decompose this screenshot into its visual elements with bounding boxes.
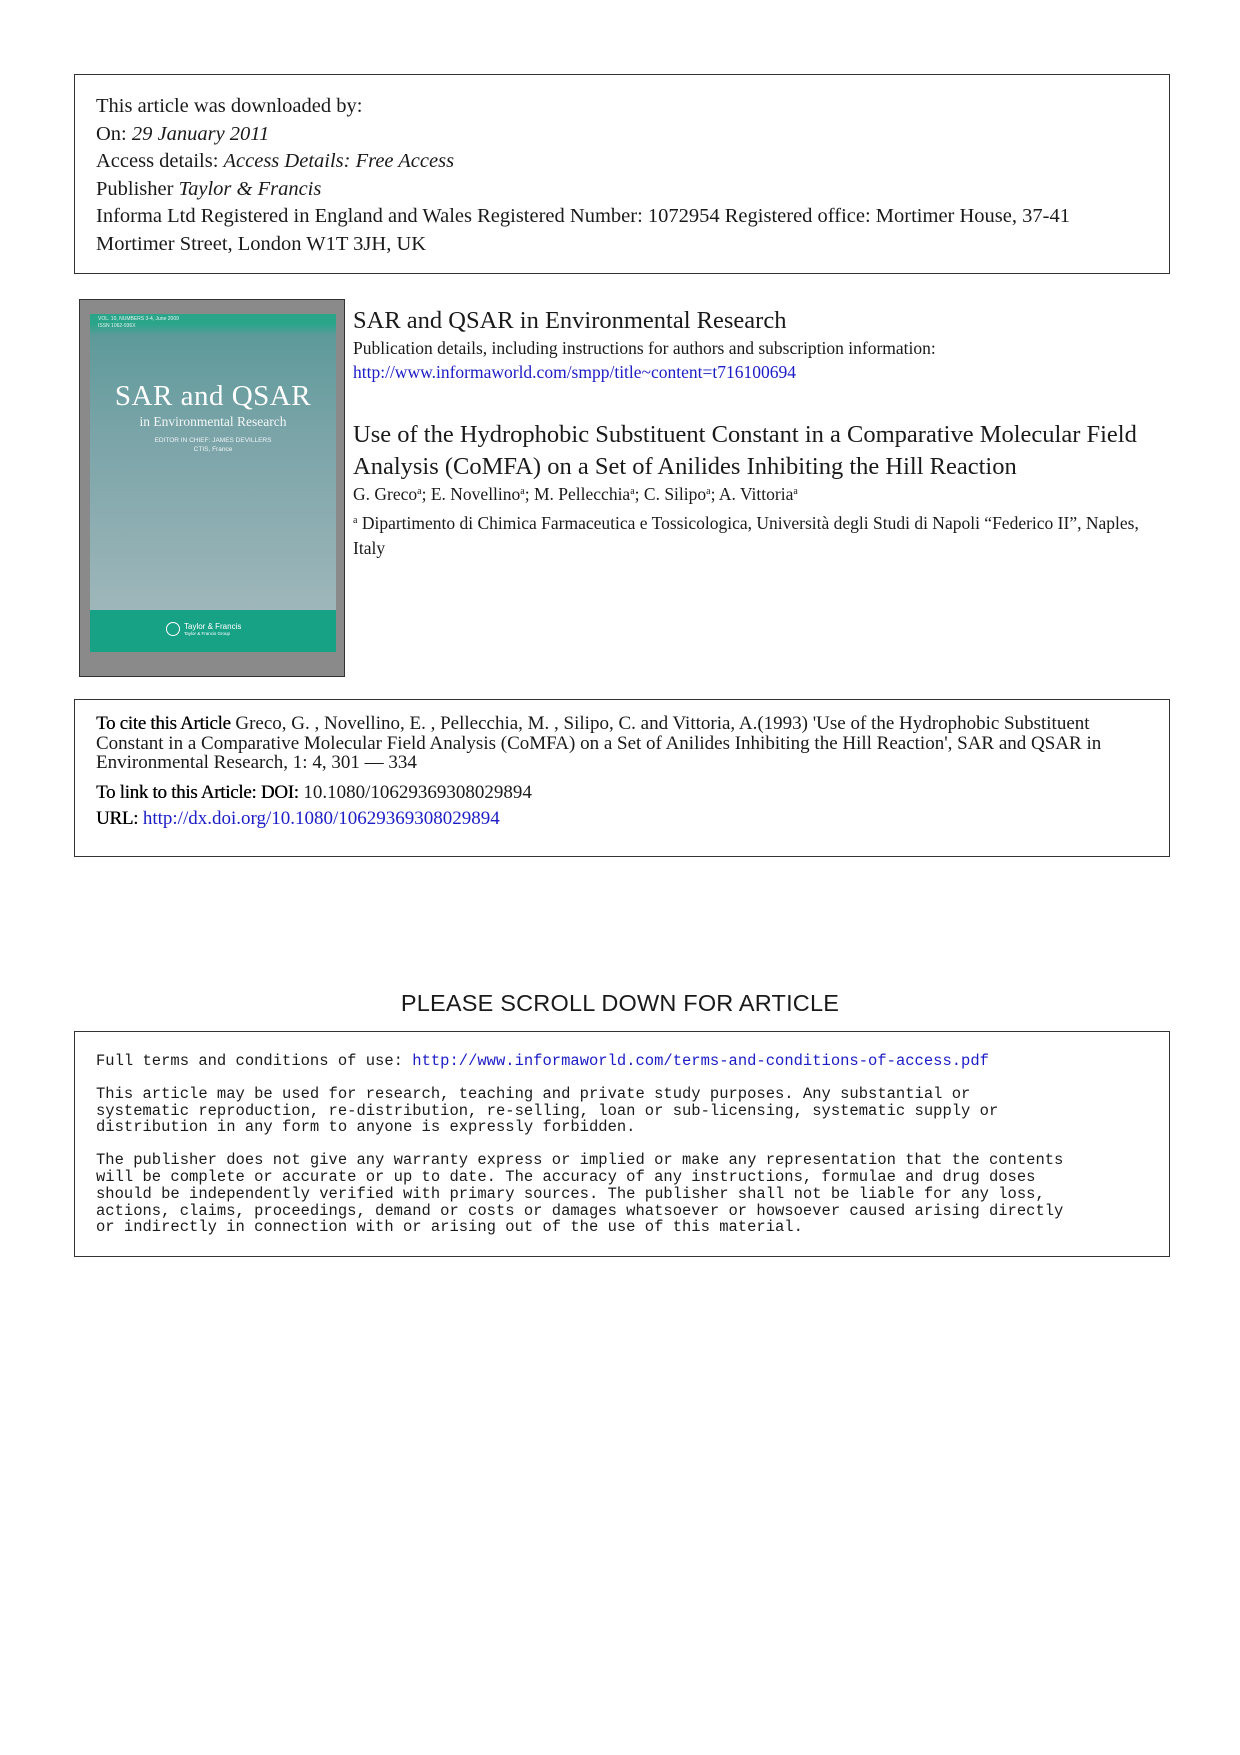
terms-disclaimer-line: or indirectly in connection with or arising out of the use of this material. (96, 1218, 803, 1237)
author-name: A. Vittoria (718, 484, 794, 504)
cover-meta-volume: VOL. 10, NUMBERS 3-4, June 2009 (98, 316, 179, 322)
doi-line (96, 782, 1149, 804)
affiliation-marker: a (353, 515, 358, 526)
terms-url-link[interactable]: http://www.informaworld.com/terms-and-conditions-of-access.pdf (412, 1052, 989, 1070)
download-info-box (74, 74, 1170, 274)
author-list (353, 484, 798, 505)
terms-disclaimer-line: should be independently verified with primary sources. The publisher shall not be liable for any loss, (96, 1184, 1045, 1203)
journal-title: SAR and QSAR in Environmental Research (353, 307, 787, 334)
url-label: URL: (96, 807, 139, 829)
cover-editor-affiliation: CTIS, France (193, 446, 233, 453)
author-separator: ; (710, 484, 719, 504)
terms-usage-line: systematic reproduction, re-distribution, re-selling, loan or sub-licensing, systematic supply or (96, 1101, 999, 1120)
journal-cover-image (79, 299, 345, 677)
cover-title: SAR and QSAR (114, 380, 312, 412)
registered-office-text: Informa Ltd Registered in England and Wales Registered Number: 1072954 Registered office: Mortimer House, 37-41 Mortimer Street, London W1T 3JH, UK (96, 205, 1070, 255)
author-name: G. Greco (353, 484, 418, 504)
terms-disclaimer-line: The publisher does not give any warranty express or implied or make any representation that the contents (96, 1151, 1064, 1170)
scroll-down-notice: PLEASE SCROLL DOWN FOR ARTICLE (400, 990, 840, 1016)
author-name: M. Pellecchia (533, 484, 631, 504)
author-affiliation-marker: a (520, 486, 525, 497)
download-date-line (96, 121, 1149, 149)
publisher-logo-text: Taylor & Francis (184, 622, 242, 631)
download-date-value: 29 January 2011 (131, 122, 270, 145)
author-affiliation-marker: a (417, 486, 422, 497)
author-separator: ; (524, 484, 534, 504)
author-separator: ; (634, 484, 644, 504)
cite-label: To cite this Article (96, 713, 231, 734)
author-affiliation-marker: a (706, 486, 711, 497)
terms-disclaimer-line: will be complete or accurate or up to date. The accuracy of any instructions, formulae and drug doses (96, 1167, 1036, 1186)
author-name: C. Silipo (643, 484, 707, 504)
terms-box (74, 1031, 1170, 1257)
journal-url-link[interactable]: http://www.informaworld.com/smpp/title~content=t716100694 (353, 362, 797, 382)
cover-editor-name: EDITOR IN CHIEF: JAMES DEVILLERS (154, 437, 272, 444)
citation-text (96, 714, 1149, 773)
terms-label: Full terms and conditions of use: (96, 1052, 413, 1070)
access-details-line (96, 148, 1149, 176)
author-name: E. Novellino (430, 484, 521, 504)
cover-background (90, 314, 336, 651)
citation-box (74, 699, 1170, 857)
author-affiliation (353, 509, 1175, 560)
cover-editor (110, 436, 316, 454)
doi-url-link[interactable]: http://dx.doi.org/10.1080/10629369308029894 (142, 807, 500, 829)
affiliation-text: Dipartimento di Chimica Farmaceutica e Tossicologica, Università degli Studi di Napoli “Federico II”, Naples, Italy (353, 513, 1139, 558)
downloaded-by-line: This article was downloaded by: (96, 95, 363, 117)
author-affiliation-marker: a (793, 486, 798, 497)
author-affiliation-marker: a (630, 486, 635, 497)
terms-disclaimer-paragraph (96, 1152, 1149, 1236)
terms-disclaimer-line: actions, claims, proceedings, demand or costs or damages whatsoever or howsoever caused arising directly (96, 1201, 1064, 1220)
terms-usage-line: This article may be used for research, teaching and private study purposes. Any substantial or (96, 1084, 971, 1103)
publisher-value: Taylor & Francis (178, 177, 322, 200)
article-title: Use of the Hydrophobic Substituent Constant in a Comparative Molecular Field Analysis (CoMFA) on a Set of Anilides Inhibiting the Hill Reaction (353, 421, 1137, 480)
doi-value: 10.1080/10629369308029894 (298, 781, 532, 803)
publisher-label: Publisher (96, 177, 179, 200)
access-details-value: Access Details: Free Access (223, 150, 455, 172)
terms-heading (96, 1053, 1149, 1070)
cover-meta (98, 316, 298, 330)
cover-subtitle: in Environmental Research (139, 414, 287, 429)
access-details-label: Access details: (96, 150, 224, 172)
doi-label: To link to this Article: DOI: (96, 781, 299, 803)
cite-reference: Greco, G. , Novellino, E. , Pellecchia, M. , Silipo, C. and Vittoria, A.(1993) 'Use of the Hydrophobic Substituent Constant in a Comparative Molecular Field Analysis (CoMFA) on a Set of Anilides Inhibiting the Hill Reaction', SAR and QSAR in Environmental Research, 1: 4, 301 — 334 (96, 713, 1102, 773)
publication-details-text: Publication details, including instructions for authors and subscription information: (353, 338, 936, 358)
download-date-label: On: (96, 122, 132, 145)
publisher-line (96, 176, 1149, 204)
publisher-logo-icon (166, 622, 180, 636)
publisher-logo (166, 622, 241, 636)
author-separator: ; (421, 484, 431, 504)
cover-meta-issn: ISSN 1062-936X (98, 323, 136, 329)
terms-usage-line: distribution in any form to anyone is expressly forbidden. (96, 1118, 636, 1137)
url-line (96, 808, 1149, 830)
publisher-logo-subtext: Taylor & Francis Group (184, 631, 231, 636)
terms-usage-paragraph (96, 1086, 1149, 1136)
